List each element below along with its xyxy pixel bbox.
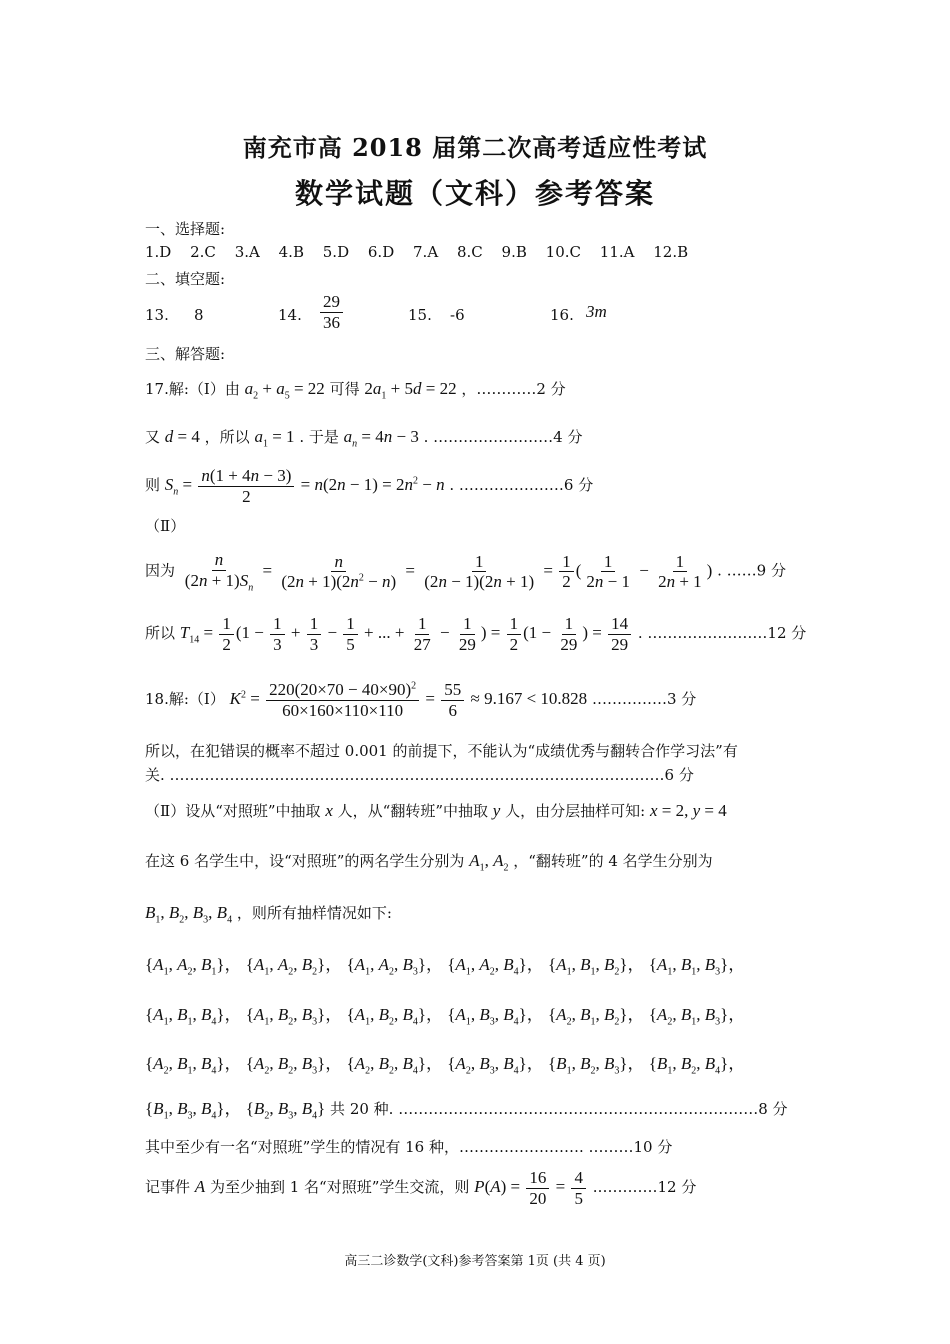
page-footer: 高三二诊数学(文科)参考答案第 1页 (共 4 页) — [344, 1254, 606, 1269]
q14-numerator: 29 — [320, 292, 343, 313]
q18-cases-row3: {$A_2$, $B_1$, $B_4$}， {$A_2$, $B_2$, $B_3$}， {$A_2$, $B_2$, $B_4$}， {$A_2$, $B_3$, $B_4$}， {$B_1$, $B_2$, $B_3$}， {$B_1$, $B_2$, $B_4$}， — [145, 1054, 746, 1077]
section-choice-label: 一、选择题: — [145, 220, 226, 238]
q18-l4-c: 人，由分层抽样可知: — [505, 802, 646, 820]
q16-number: 16. — [550, 306, 574, 324]
q17-connector: 可得 — [329, 380, 360, 398]
q17-formula-d: d = 4 — [164, 427, 200, 446]
q15-number: 15. — [408, 306, 432, 324]
q15-answer: -6 — [450, 306, 465, 324]
q17-l3-pre: 则 — [145, 475, 161, 494]
event-a: A — [194, 1176, 206, 1196]
q17-l2-mid2: . 于是 — [299, 428, 339, 446]
q18-cases-row4 — [145, 1098, 788, 1127]
choice-answer: 2.C — [190, 243, 216, 261]
q18-line6 — [145, 902, 392, 931]
q18-l12-b: 为至少抽到 1 名“对照班”学生交流，则 — [209, 1177, 470, 1196]
q13-answer: 8 — [194, 306, 204, 324]
q18-conclusion: 所以，在犯错误的概率不超过 0.001 的前提下，不能认为“成绩优秀与翻转合作学习法”有 — [145, 742, 738, 760]
q17-line5 — [145, 550, 786, 593]
section-fill-label: 二、填空题: — [145, 270, 226, 288]
q17-score-2: ，…………2 分 — [461, 380, 566, 398]
q17-score-9: . ……9 分 — [717, 561, 786, 580]
q18-score-3: ……………3 分 — [591, 689, 697, 708]
q14-denominator: 36 — [323, 312, 340, 332]
q17-formula-term: $\frac{n}{(2n + 1)S_n}$ = $\frac{n}{(2n + 1)(2n^2 - n)}$ = $\frac{1}{(2n - 1)(2n + 1)}$ = $\frac{1}{2}$ ( $\frac{1}{2n - 1}$ − $\frac{1}{2n + 1}$ ) — [184, 550, 713, 593]
q17-line1 — [145, 378, 566, 407]
q17-l5-pre: 因为 — [145, 561, 176, 580]
section-solution-label: 三、解答题: — [145, 345, 226, 363]
q17-line6 — [145, 614, 806, 654]
q18-l12-a: 记事件 — [145, 1177, 191, 1196]
choice-answer: 11.A — [599, 243, 635, 261]
choice-answer: 6.D — [367, 243, 395, 261]
choice-answer: 3.A — [234, 243, 260, 261]
q18-l5-a: 在这 6 名学生中，设“对照班”的两名学生分别为 — [145, 852, 465, 870]
q17-l2-pre: 又 — [145, 428, 161, 446]
choice-answer: 8.C — [456, 243, 483, 261]
q18-line12 — [145, 1168, 696, 1208]
q17-formula-b: $2a_1 + 5d = 22$ — [364, 379, 457, 402]
q17-score-4: . ……………………4 分 — [423, 428, 583, 446]
answer-key-title: 数学试题（文科）参考答案 — [294, 177, 655, 210]
q18-cases-row2: {$A_1$, $B_1$, $B_4$}， {$A_1$, $B_2$, $B_3$}， {$A_1$, $B_2$, $B_4$}， {$A_1$, $B_3$, $B_4$}， {$A_2$, $B_1$, $B_2$}， {$A_2$, $B_1$, $B_3$}， — [145, 1005, 746, 1028]
q18-formula-b1234: $B_1$, $B_2$, $B_3$, $B_4$ — [145, 903, 233, 926]
q14-number: 14. — [278, 306, 302, 324]
q18-l5-b: ，“翻转班”的 4 名学生分别为 — [513, 852, 713, 870]
q18-l4-b: 人，从“翻转班”中抽取 — [337, 802, 488, 820]
q18-l4-a: （Ⅱ）设从“对照班”中抽取 — [145, 802, 321, 820]
choice-answer: 4.B — [278, 243, 304, 261]
var-x: x — [325, 801, 333, 820]
q14-answer — [318, 292, 345, 332]
var-y: y — [492, 801, 501, 820]
q17-l6-pre: 所以 — [145, 623, 176, 642]
q17-score-12: . ……………………12 分 — [637, 623, 807, 642]
q18-score-12: .…………12 分 — [592, 1177, 697, 1196]
q17-line3 — [145, 466, 593, 506]
q17-l2-mid1: ，所以 — [204, 428, 250, 446]
q17-formula-sn: $S_n$ = $\frac{n(1 + 4n - 3)}{2}$ = $n(2n - 1) = 2n^2 - n$ — [164, 466, 445, 506]
q18-intro: 18.解:（Ⅰ） — [145, 689, 225, 708]
q18-favorable: 其中至少有一名“对照班”学生的情况有 16 种，……………………. ………10 分 — [145, 1138, 673, 1156]
q17-part2-label: （Ⅱ） — [145, 517, 186, 535]
q18-conclusion-end: 关. ………………………………………………………………………………………6 分 — [145, 766, 694, 784]
choice-answer: 9.B — [501, 243, 527, 261]
q18-line5 — [145, 850, 713, 879]
q17-intro: 17.解:（Ⅰ）由 — [145, 380, 240, 398]
choice-answer: 1.D — [145, 243, 172, 261]
q18-cases-row1: {$A_1$, $A_2$, $B_1$}， {$A_1$, $A_2$, $B_2$}， {$A_1$, $A_2$, $B_3$}， {$A_1$, $A_2$, $B_4$}， {$A_1$, $B_1$, $B_2$}， {$A_1$, $B_1$, $B_3$}， — [145, 955, 746, 978]
q18-total: 共 20 种. ………………………………………………………………8 分 — [330, 1100, 788, 1118]
choice-answer: 7.A — [413, 243, 439, 261]
q18-formula-xy: x = 2, y = 4 — [649, 801, 727, 820]
q18-formula-prob: P(A) = $\frac{16}{20}$ = $\frac{4}{5}$ — [474, 1177, 588, 1196]
choice-answer: 12.B — [653, 243, 689, 261]
q18-line1 — [145, 680, 696, 720]
q18-cases-last: {$B_1$, $B_3$, $B_4$}， {$B_2$, $B_3$, $B_4$} — [145, 1099, 326, 1122]
q17-formula-a: $a_2 + a_5 = 22$ — [244, 379, 325, 402]
q17-formula-an: $a_n = 4n - 3$ — [343, 427, 419, 450]
q17-line2 — [145, 426, 583, 455]
q13-number: 13. — [145, 306, 169, 324]
q17-formula-t14: $T_{14}$ = $\frac{1}{2}$ (1 − $\frac{1}{3}$ + $\frac{1}{3}$ − $\frac{1}{5}$ + ... + $\frac{1}{27}$ − $\frac{1}{29}$ ) = $\frac{1}{2}$ (1 − $\frac{1}{29}$ ) = $\frac{14}{29}$ — [180, 623, 633, 642]
q18-line4 — [145, 800, 727, 822]
exam-title: 南充市高 2018 届第二次高考适应性考试 — [242, 133, 708, 162]
choice-answer: 5.D — [322, 243, 350, 261]
q17-formula-a1: $a_1 = 1$ — [254, 427, 295, 450]
choice-answer: 10.C — [545, 243, 581, 261]
q16-answer: 3m — [586, 302, 607, 321]
q18-l6-b: ，则所有抽样情况如下: — [236, 904, 392, 922]
q18-formula-k2: $K^2$ = $\frac{220(20\times 70 - 40\times 90)^2}{60\times 160\times 110\times 110}$ = $\frac{55}{6}$ ≈ 9.167 < 10.828 — [229, 680, 588, 720]
choice-answers — [145, 243, 702, 261]
q17-score-6: . …………………6 分 — [449, 475, 594, 494]
q18-formula-a12: $A_1$, $A_2$ — [469, 851, 509, 874]
